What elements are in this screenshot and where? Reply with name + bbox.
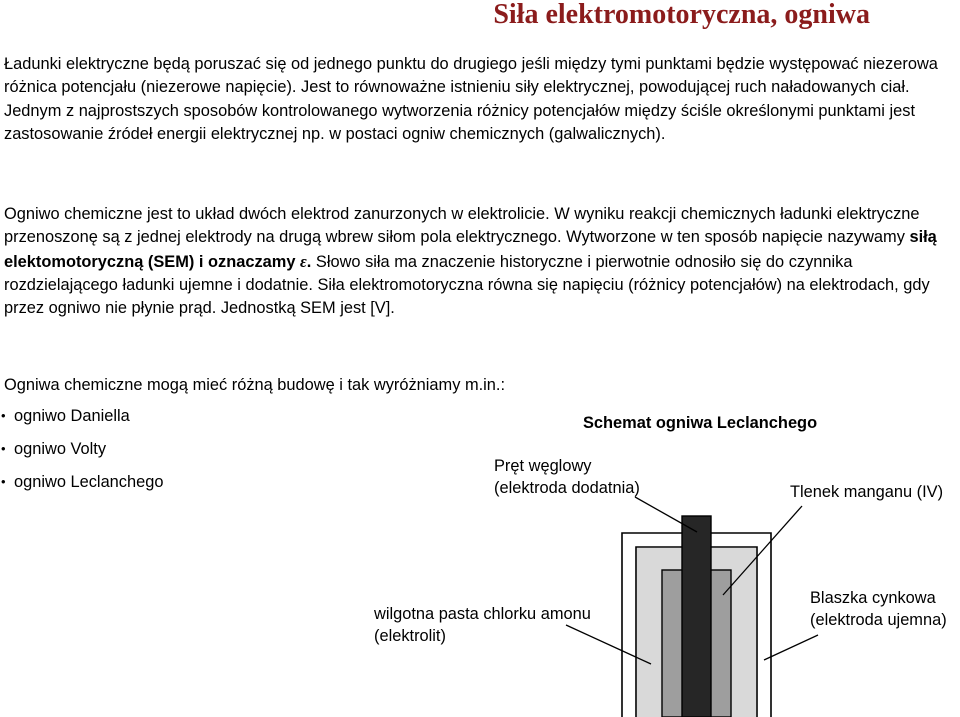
epsilon-symbol: ε <box>300 251 307 271</box>
manganese-oxide-label: Tlenek manganu (IV) <box>790 483 944 501</box>
sem-term: siłą elektomotoryczną (SEM) i oznaczamy ε. <box>4 228 937 271</box>
list-item: • ogniwo Leclanchego <box>0 472 163 505</box>
zinc-leader <box>764 635 818 660</box>
carbon-rod-leader <box>635 497 697 532</box>
intro-paragraph: Ładunki elektryczne będą poruszać się od jednego punktu do drugiego jeśli między tymi punktami będzie występować niezerowa różnica potencjału (niezerowe napięcie). Jest to równoważne istnieniu siły elektrycznej, powodującej ruch naładowanych ciał. Jednym z najprostszych sposobów kontrolowanego wytworzenia różnicy potencjałów między ściśle określonymi punktami jest zastosowanie źródeł energii elektrycznej np. w postaci ogniw chemicznych (galwalicznych). <box>4 55 938 143</box>
carbon-rod <box>682 516 711 717</box>
diagram-title: Schemat ogniwa Leclanchego <box>583 414 818 432</box>
list-item: • ogniwo Daniella <box>0 406 163 439</box>
page-title: Siła elektromotoryczna, ogniwa <box>493 0 870 30</box>
definition-text-1: Ogniwo chemiczne jest to układ dwóch elektrod zanurzonych w elektrolicie. W wyniku reakcji chemicznych ładunki elektryczne przenoszonę są z jednej elektrody na drugą wbrew siłom pola elektrycznego. Wytworzone w ten sposób napięcie nazywamy <box>4 205 920 247</box>
carbon-rod-label: Pręt węglowy (elektroda dodatnia) <box>494 457 640 497</box>
zinc-plate-label: Blaszka cynkowa (elektroda ujemna) <box>810 589 947 629</box>
list-item: • ogniwo Volty <box>0 439 163 472</box>
definition-text-2: Słowo siła ma znaczenie historyczne i pierwotnie odnosiło się do czynnika rozdzielającego ładunki ujemne i dodatnie. Siła elektromotoryczna równa się napięciu (różnicy potencjałów) na elektrodach, gdy przez ogniwo nie płynie prąd. Jednostką SEM jest [V]. <box>4 252 930 318</box>
types-intro: Ogniwa chemiczne mogą mieć różną budowę i tak wyróżniamy m.in.: <box>4 376 506 394</box>
electrolyte-label: wilgotna pasta chlorku amonu (elektrolit) <box>374 605 591 645</box>
